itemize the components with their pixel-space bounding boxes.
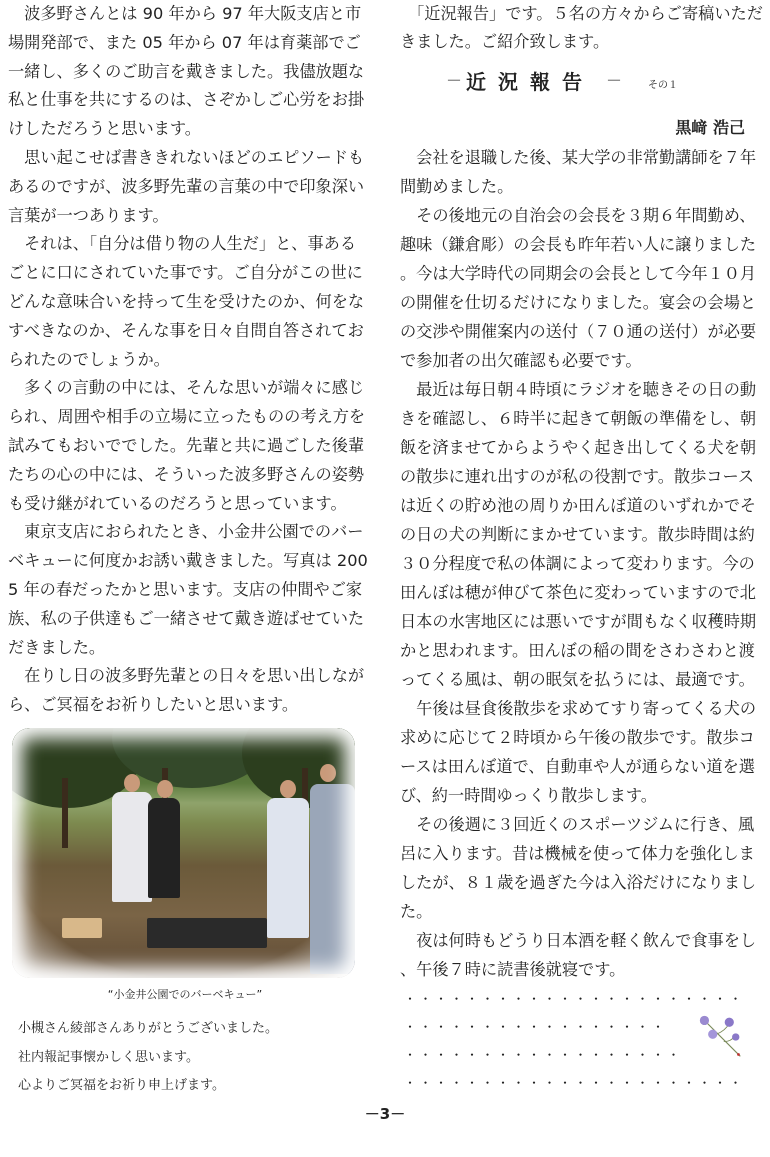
- text-line: 思い起こせば書ききれないほどのエピソードも: [8, 147, 365, 167]
- author-name: 黒﨑 浩己: [675, 118, 745, 137]
- note-line: 心よりご冥福をお祈り申上げます。: [18, 1078, 225, 1093]
- text-line: 波多野さんとは 90 年から 97 年大阪支店と市: [8, 4, 362, 23]
- note-line: 小槻さん綾部さんありがとうございました。: [18, 1021, 279, 1036]
- section-heading: [400, 66, 760, 96]
- text-line: きました。ご紹介致します。: [400, 32, 610, 51]
- text-line: た。: [400, 902, 433, 921]
- text-line: ってくる風は、朝の眠気を払うには、最適です。: [400, 670, 755, 689]
- text-line: どんな意味合いを持って生を受けたのか、何をな: [8, 291, 365, 311]
- text-line: られ、周囲や相手の立場に立ったものの考え方を: [8, 407, 366, 427]
- text-line: 言葉が一つあります。: [8, 205, 169, 225]
- heading-dash: －: [446, 71, 463, 90]
- text-line: 午後は昼食後散歩を求めてすり寄ってくる犬の: [400, 699, 757, 718]
- heading-part: その１: [648, 80, 678, 91]
- text-line: 場開発部で、また 05 年から 07 年は育薬部でご: [8, 32, 361, 52]
- text-line: かと思われます。田んぼの稲の間をさわさわと渡: [400, 641, 755, 660]
- text-line: の散歩に連れ出すのが私の役割です。散歩コース: [400, 467, 755, 486]
- intro-text: [400, 0, 763, 56]
- note-line: 社内報記事懐かしく思います。: [18, 1050, 199, 1065]
- text-line: の開催を仕切るだけになりました。宴会の会場と: [400, 293, 757, 312]
- text-line: すべきなのか、そんな事を日々自問自答されてお: [8, 320, 364, 340]
- text-line: 呂に入ります。昔は機械を使って体力を強化しま: [400, 844, 755, 863]
- text-line: 趣味（鎌倉彫）の会長も昨年若い人に譲りました: [400, 235, 757, 254]
- text-line: 最近は毎日朝４時頃にラジオを聴きその日の動: [400, 380, 757, 399]
- text-line: 東京支店におられたとき、小金井公園でのバー: [8, 522, 364, 542]
- heading-dash: －: [606, 71, 623, 90]
- text-line: 在りし日の波多野先輩との日々を思い出しなが: [8, 666, 365, 686]
- text-line: び、約一時間ゆっくり散歩します。: [400, 786, 657, 805]
- text-line: だきました。: [8, 637, 106, 657]
- text-line: の交渉や開催案内の送付（７０通の送付）が必要: [400, 322, 757, 341]
- text-line: 。今は大学時代の同期会の会長として今年１０月: [400, 264, 757, 283]
- text-line: は近くの貯め池の周りか田んぼ道のいずれかでそ: [400, 496, 757, 515]
- text-line: たちの心の中には、そういった波多野さんの姿勢: [8, 464, 365, 484]
- text-line: ごとに口にされていた事です。ご自分がこの世に: [8, 263, 363, 283]
- dot-row: ・・・・・・・・・・・・・・・・・・: [404, 1048, 683, 1062]
- bellflower-icon: [698, 1013, 744, 1061]
- text-line: 飯を済ませてからようやく起き出してくる犬を朝: [400, 438, 757, 457]
- left-column-text: [8, 0, 368, 720]
- text-line: 、午後７時に読書後就寝です。: [400, 960, 626, 979]
- text-line: 日本の水害地区には悪いですが間もなく収穫時期: [400, 612, 757, 631]
- text-line: 「近況報告」です。５名の方々からご寄稿いただ: [400, 4, 763, 23]
- bbq-photo: [12, 728, 355, 978]
- dot-row: ・・・・・・・・・・・・・・・・・・・・・・: [404, 1076, 745, 1090]
- text-line: 間勤めました。: [400, 177, 514, 196]
- text-line: その後地元の自治会の会長を３期６年間勤め、: [400, 206, 756, 225]
- text-line: したが、８１歳を過ぎた今は入浴だけになりまし: [400, 873, 757, 892]
- text-line: 試みてもおいででした。先輩と共に過ごした後輩: [8, 435, 365, 455]
- text-line: 5 年の春だったかと思います。支店の仲間やご家: [8, 579, 363, 599]
- page-number: －3－: [364, 1105, 406, 1123]
- text-line: 田んぼは穂が伸びて茶色に変わっていますので北: [400, 583, 756, 602]
- text-line: けしただろうと思います。: [8, 119, 201, 139]
- text-line: ベキューに何度かお誘い戴きました。写真は 200: [8, 551, 368, 571]
- text-line: その後週に３回近くのスポーツジムに行き、風: [400, 815, 755, 834]
- text-line: も受け継がれているのだろうと思っています。: [8, 493, 347, 513]
- text-line: 多くの言動の中には、そんな思いが端々に感じ: [8, 378, 365, 398]
- text-line: の日の犬の判断にまかせています。散歩時間は約: [400, 525, 755, 544]
- dot-row: ・・・・・・・・・・・・・・・・・・・・・・: [404, 992, 745, 1006]
- text-line: 会社を退職した後、某大学の非常勤講師を７年: [400, 148, 757, 167]
- text-line: ースは田んぼ道で、自動車や人が通らない道を選: [400, 757, 755, 776]
- text-line: それは、「自分は借り物の人生だ」と、事ある: [8, 234, 357, 254]
- heading-title: 近況報告: [466, 70, 594, 94]
- text-line: 夜は何時もどうり日本酒を軽く飲んで食事をし: [400, 931, 757, 950]
- text-line: ３０分程度で私の体調によって変わります。今の: [400, 554, 755, 573]
- text-line: 族、私の子供達もご一緒させて戴き遊ばせていた: [8, 608, 365, 628]
- text-line: ら、ご冥福をお祈りしたいと思います。: [8, 695, 299, 715]
- text-line: 求めに応じて２時頃から午後の散歩です。散歩コ: [400, 728, 755, 747]
- text-line: られたのでしょうか。: [8, 349, 170, 369]
- text-line: きを確認し、６時半に起きて朝飯の準備をし、朝: [400, 409, 757, 428]
- right-column-text: [400, 143, 765, 984]
- photo-caption: “小金井公園でのバーベキュー”: [107, 988, 263, 1001]
- text-line: で参加者の出欠確認も必要です。: [400, 351, 642, 370]
- text-line: 私と仕事を共にするのは、さぞかしご心労をお掛: [8, 90, 365, 110]
- dot-row: ・・・・・・・・・・・・・・・・・: [404, 1020, 668, 1034]
- text-line: あるのですが、波多野先輩の言葉の中で印象深い: [8, 176, 365, 196]
- text-line: 一緒し、多くのご助言を戴きました。我儘放題な: [8, 61, 365, 81]
